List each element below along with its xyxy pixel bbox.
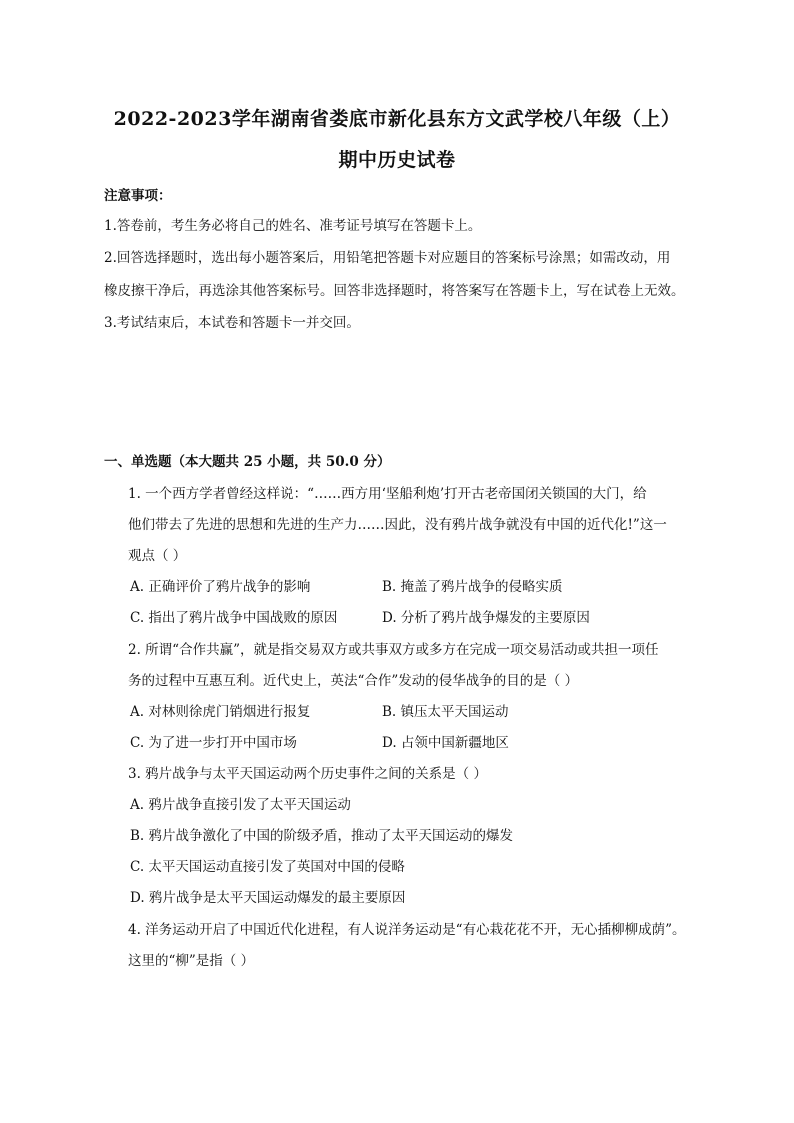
notice-item-1: 1.答卷前，考生务必将自己的姓名、准考证号填写在答题卡上。 [104,218,482,234]
question-1-option-b: B. 掩盖了鸦片战争的侵略实质 [382,579,563,595]
question-1-line-3: 观点（ ） [128,548,187,564]
notice-item-2: 2.回答选择题时，选出每小题答案后，用铅笔把答题卡对应题目的答案标号涂黑；如需改动，用 [104,250,671,266]
question-3-line-1: 3. 鸦片战争与太平天国运动两个历史事件之间的关系是（ ） [128,766,487,782]
question-4-line-1: 4. 洋务运动开启了中国近代化进程，有人说洋务运动是“有心栽花花不开，无心插柳柳成荫”。 [128,922,686,938]
question-2-line-1: 2. 所谓“合作共赢”，就是指交易双方或共事双方或多方在完成一项交易活动或共担一项任 [128,642,659,658]
exam-title-line2: 期中历史试卷 [338,149,456,171]
question-1-option-a: A. 正确评价了鸦片战争的影响 [130,579,311,595]
question-3-option-b: B. 鸦片战争激化了中国的阶级矛盾，推动了太平天国运动的爆发 [130,828,514,844]
section-heading: 一、单选题（本大题共 25 小题，共 50.0 分） [104,454,391,470]
question-3-option-a: A. 鸦片战争直接引发了太平天国运动 [130,797,351,813]
question-2-option-b: B. 镇压太平天国运动 [382,704,509,720]
notice-heading: 注意事项： [104,188,172,204]
question-4-line-2: 这里的“柳”是指（ ） [128,953,255,969]
exam-title-line1: 2022-2023学年湖南省娄底市新化县东方文武学校八年级（上） [113,108,681,130]
question-3-option-d: D. 鸦片战争是太平天国运动爆发的最主要原因 [130,890,406,906]
notice-item-3: 3.考试结束后，本试卷和答题卡一并交回。 [104,315,360,331]
question-2-option-c: C. 为了进一步打开中国市场 [130,735,297,751]
notice-item-2-cont: 橡皮擦干净后，再选涂其他答案标号。回答非选择题时，将答案写在答题卡上，写在试卷上无效。 [104,283,685,299]
question-1-option-d: D. 分析了鸦片战争爆发的主要原因 [382,610,590,626]
question-1-line-1: 1. 一个西方学者曾经这样说：“……西方用‘坚船利炮’打开古老帝国闭关锁国的大门，给 [128,486,647,502]
question-1-line-2: 他们带去了先进的思想和先进的生产力……因此，没有鸦片战争就没有中国的近代化!”这一 [128,517,667,533]
question-2-option-a: A. 对林则徐虎门销烟进行报复 [130,704,311,720]
question-2-line-2: 务的过程中互惠互利。近代史上，英法“合作”发动的侵华战争的目的是（ ） [128,673,579,689]
question-2-option-d: D. 占领中国新疆地区 [382,735,509,751]
question-1-option-c: C. 指出了鸦片战争中国战败的原因 [130,610,338,626]
question-3-option-c: C. 太平天国运动直接引发了英国对中国的侵略 [130,859,405,875]
